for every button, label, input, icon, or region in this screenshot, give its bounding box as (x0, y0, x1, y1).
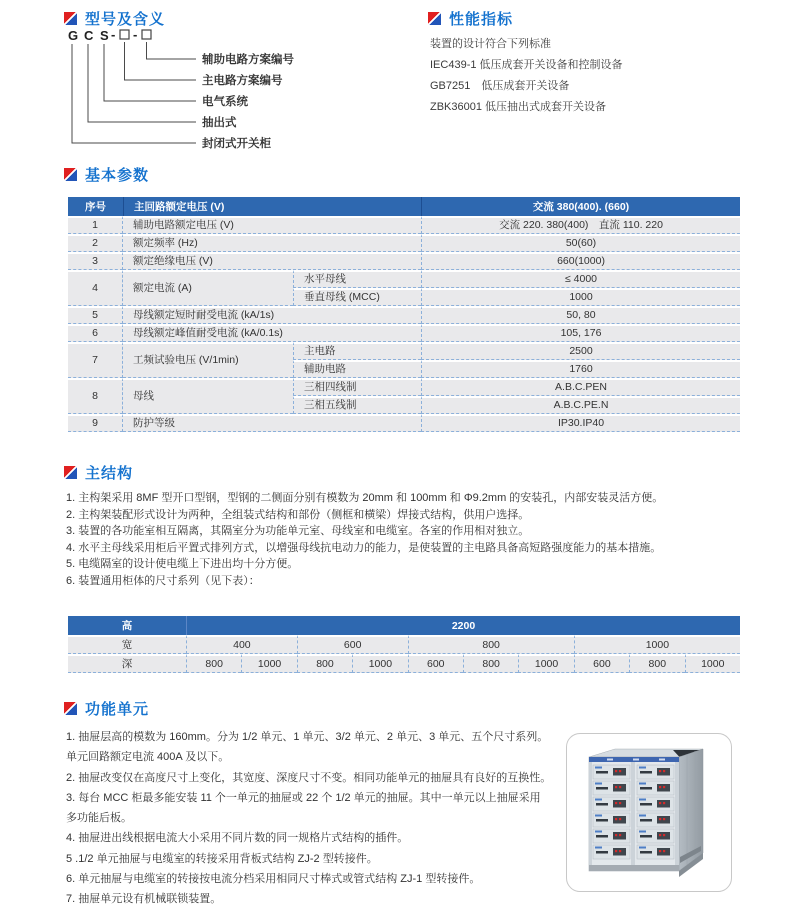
dim-width-row (68, 635, 740, 654)
cell-subname: 三相五线制 (293, 396, 421, 414)
dim-depth-cell: 1000 (241, 654, 296, 673)
cell-no: 5 (68, 306, 123, 324)
model-leader-line-1 (147, 42, 197, 59)
header-cell-no: 序号 (68, 197, 123, 216)
cell-no: 7 (68, 342, 123, 378)
functional-section-title: 功能单元 (85, 701, 150, 718)
cell-name: 母线 (123, 378, 293, 414)
performance-standards-list (430, 34, 623, 118)
dim-width-cell: 1000 (574, 635, 740, 654)
cell-value: 1760 (421, 360, 740, 378)
cell-value: A.B.C.PEN (421, 378, 740, 396)
cell-no: 9 (68, 414, 123, 432)
cell-name: 额定频率 (Hz) (123, 234, 421, 252)
table-row (68, 216, 740, 234)
functional-item: 3. 每台 MCC 柜最多能安装 11 个一单元的抽屉或 22 个 1/2 单元的抽屉。其中一单元以上抽屉采用 (66, 791, 541, 804)
dim-depth-cell: 600 (574, 654, 629, 673)
cell-subname: 主电路 (293, 342, 421, 360)
model-separator-2: - (133, 27, 138, 42)
switchgear-cabinet-image (573, 739, 725, 887)
structure-item: 3. 装置的各功能室相互隔离，其隔室分为功能单元室、母线室和电缆室。各室的作用相对独立。 (66, 525, 530, 537)
dim-depth-cell: 800 (629, 654, 684, 673)
cell-name: 母线额定峰值耐受电流 (kA/0.1s) (123, 324, 421, 342)
dim-depth-cell: 600 (408, 654, 463, 673)
dim-depth-cell: 800 (297, 654, 352, 673)
table-row (68, 414, 740, 432)
model-leader-line-2 (125, 42, 197, 80)
cell-name: 工频试验电压 (V/1min) (123, 342, 293, 378)
model-letter-s: S (100, 28, 109, 43)
dim-depth-cell: 1000 (518, 654, 573, 673)
header-cell-value: 交流 380(400). (660) (421, 197, 740, 216)
model-leader-line-3 (104, 44, 196, 101)
model-section-title: 型号及含义 (85, 11, 166, 28)
performance-line: ZBK36001 低压抽出式成套开关设备 (430, 101, 607, 113)
cabinet-rail (589, 762, 592, 865)
dim-depth-row (68, 654, 740, 673)
functional-item: 5 .1/2 单元抽屉与电缆室的转接采用背板式结构 ZJ-2 型转接件。 (66, 852, 378, 865)
model-separator-1: - (111, 27, 116, 42)
model-label-withdrawable: 抽出式 (202, 117, 237, 129)
section-marker-icon (64, 466, 77, 479)
functional-item: 6. 单元抽屉与电缆室的转接按电流分档采用相同尺寸棒式或管式结构 ZJ-1 型转接件。 (66, 873, 481, 886)
model-code-diagram-svg (62, 26, 462, 156)
functional-item: 单元回路额定电流 400A 及以下。 (66, 751, 230, 764)
cabinet-base (589, 865, 679, 871)
performance-line: IEC439-1 低压成套开关设备和控制设备 (430, 59, 623, 71)
cell-value: A.B.C.PE.N (421, 396, 740, 414)
cabinet-photo-card (566, 733, 732, 892)
cell-name: 额定电流 (A) (123, 270, 293, 306)
structure-item: 4. 水平主母线采用柜后平置式排列方式，以增强母线抗电动力的能力，是使装置的主电路具备高短路强度能力的基本措施。 (66, 541, 662, 554)
model-label-main-circuit: 主电路方案编号 (202, 75, 283, 87)
model-letter-g: G (68, 28, 79, 43)
dim-width-label: 宽 (68, 635, 186, 654)
model-placeholder-box-2 (142, 30, 151, 39)
functional-item: 多功能后板。 (66, 812, 132, 825)
cell-value: 50, 80 (421, 306, 740, 324)
section-marker-icon (428, 12, 441, 25)
table-row (68, 234, 740, 252)
dim-depth-cell: 800 (186, 654, 241, 673)
model-label-enclosed: 封闭式开关柜 (202, 138, 271, 150)
cabinet-rail (675, 762, 679, 865)
model-letter-c: C (84, 28, 94, 43)
cell-value: 105, 176 (421, 324, 740, 342)
cell-subname: 垂直母线 (MCC) (293, 288, 421, 306)
performance-section-title: 性能指标 (449, 11, 514, 28)
model-placeholder-box-1 (120, 30, 129, 39)
cell-value: 2500 (421, 342, 740, 360)
dim-width-cell: 400 (186, 635, 297, 654)
cell-name: 额定绝缘电压 (V) (123, 252, 421, 270)
cell-no: 4 (68, 270, 123, 306)
cabinet-rail (631, 762, 635, 865)
header-cell-name: 主回路额定电压 (V) (123, 197, 421, 216)
structure-item: 6. 装置通用柜体的尺寸系列（见下表）： (66, 574, 260, 587)
dim-width-cell: 800 (408, 635, 574, 654)
cell-no: 1 (68, 216, 123, 234)
section-marker-icon (64, 702, 77, 715)
table-row (68, 252, 740, 270)
structure-item: 2. 主构架装配形式设计为两种，全组装式结构和部份（侧框和横梁）焊接式结构，供用户选择。 (66, 508, 530, 521)
cell-value: 50(60) (421, 234, 740, 252)
dim-depth-cell: 1000 (685, 654, 740, 673)
functional-item: 1. 抽屉层高的模数为 160mm。分为 1/2 单元、1 单元、3/2 单元、2 单元、3 单元、五个尺寸系列。 (66, 731, 549, 743)
performance-line: 装置的设计符合下列标准 (430, 38, 551, 50)
basic-params-section-heading (64, 164, 149, 185)
basic-params-section-title: 基本参数 (85, 167, 150, 184)
dim-depth-cell: 800 (463, 654, 518, 673)
cell-subname: 辅助电路 (293, 360, 421, 378)
dim-height-row (68, 616, 740, 635)
model-label-aux-circuit: 辅助电路方案编号 (202, 54, 294, 66)
cell-no: 6 (68, 324, 123, 342)
cell-no: 8 (68, 378, 123, 414)
cell-name: 母线额定短时耐受电流 (kA/1s) (123, 306, 421, 324)
cell-name: 辅助电路额定电压 (V) (123, 216, 421, 234)
structure-section-title: 主结构 (85, 465, 134, 482)
cabinet-strip-mark (607, 758, 613, 760)
cell-value: ≤ 4000 (421, 270, 740, 288)
structure-items-list (66, 490, 663, 589)
model-code-diagram (62, 26, 462, 161)
cell-value: 660(1000) (421, 252, 740, 270)
basic-params-table (68, 197, 740, 432)
cell-value: 交流 220. 380(400) 直流 110. 220 (421, 216, 740, 234)
performance-section-heading (428, 8, 513, 29)
cabinet-strip-mark (659, 758, 665, 760)
dim-height-label: 高 (68, 616, 186, 635)
cell-name: 防护等级 (123, 414, 421, 432)
functional-items-list (66, 727, 566, 910)
model-label-electrical: 电气系统 (202, 96, 248, 108)
dim-width-cell: 600 (297, 635, 408, 654)
table-row (68, 342, 740, 360)
structure-section-heading (64, 462, 133, 483)
table-row (68, 306, 740, 324)
section-marker-icon (64, 12, 77, 25)
cell-value: 1000 (421, 288, 740, 306)
cell-no: 2 (68, 234, 123, 252)
dim-depth-cell: 1000 (352, 654, 407, 673)
dimensions-table (68, 616, 740, 673)
functional-item: 7. 抽屉单元设有机械联锁装置。 (66, 893, 222, 906)
cell-subname: 三相四线制 (293, 378, 421, 396)
dim-height-value: 2200 (186, 616, 740, 635)
functional-item: 2. 抽屉改变仅在高度尺寸上变化，其宽度、深度尺寸不变。相同功能单元的抽屉具有良好的互换性。 (66, 771, 552, 784)
cabinet-strip-mark (633, 758, 639, 760)
table-row (68, 324, 740, 342)
cell-value: IP30.IP40 (421, 414, 740, 432)
cell-subname: 水平母线 (293, 270, 421, 288)
table-header-row (68, 197, 740, 216)
performance-line: GB7251 低压成套开关设备 (430, 80, 570, 92)
dim-depth-label: 深 (68, 654, 186, 673)
table-row (68, 378, 740, 396)
functional-section-heading (64, 698, 149, 719)
table-row (68, 270, 740, 288)
section-marker-icon (64, 168, 77, 181)
structure-item: 1. 主构架采用 8MF 型开口型钢，型钢的二侧面分别有模数为 20mm 和 100mm 和 Φ9.2mm 的安装孔，内部安装灵活方便。 (66, 492, 664, 504)
cell-no: 3 (68, 252, 123, 270)
functional-item: 4. 抽屉进出线根据电流大小采用不同片数的同一规格片式结构的插件。 (66, 832, 409, 845)
structure-item: 5. 电缆隔室的设计使电缆上下进出均十分方便。 (66, 558, 299, 570)
